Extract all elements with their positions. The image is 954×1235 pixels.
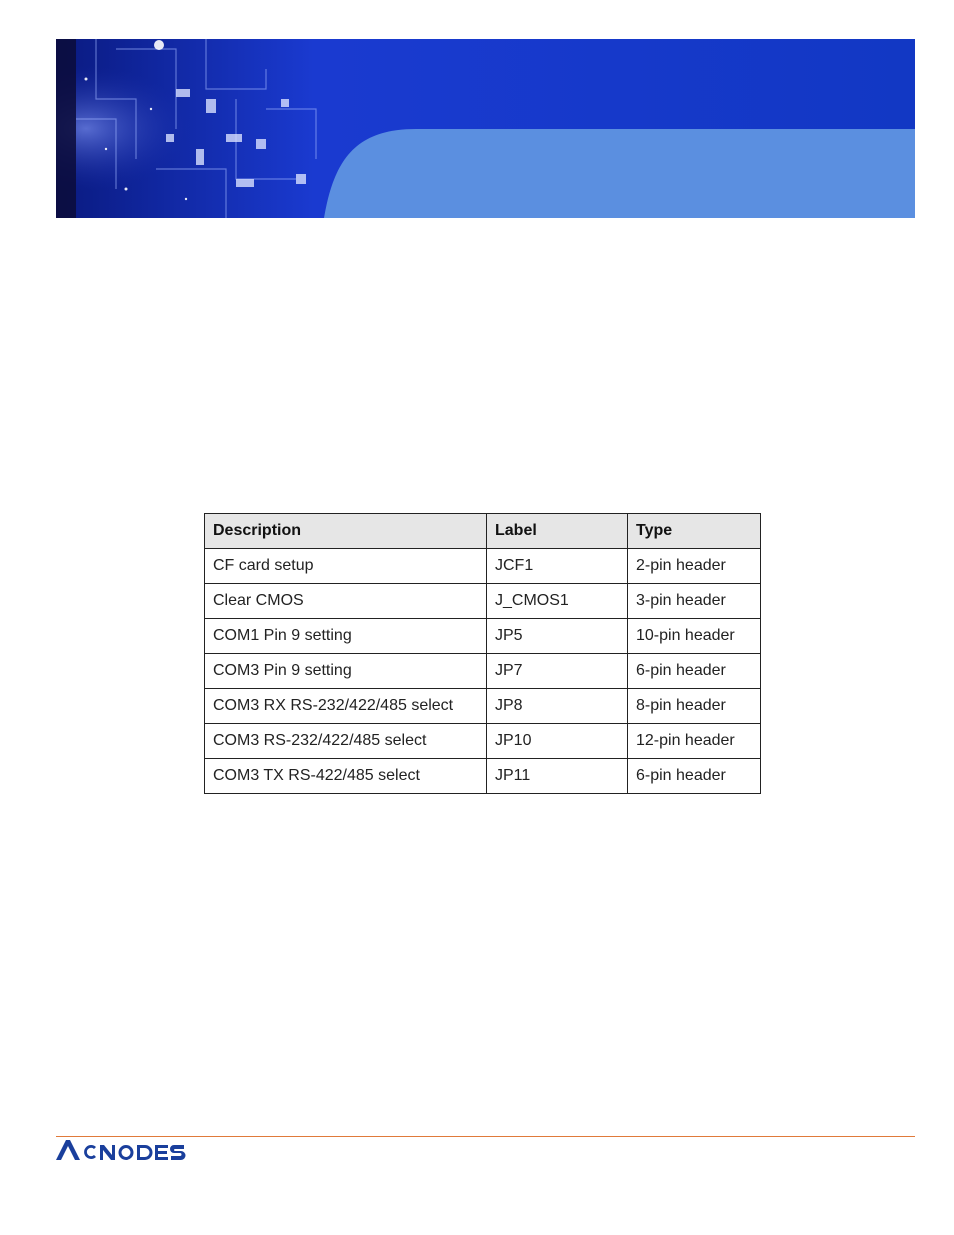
- cell-description: COM3 TX RS-422/485 select: [205, 759, 487, 794]
- header-banner: [56, 39, 915, 218]
- cell-label: JP5: [487, 619, 628, 654]
- cell-description: COM3 Pin 9 setting: [205, 654, 487, 689]
- column-header-label: Label: [487, 514, 628, 549]
- acnodes-logo-mark: [56, 1138, 212, 1164]
- table-row: [205, 724, 761, 759]
- cell-description: Clear CMOS: [205, 584, 487, 619]
- cell-type: 8-pin header: [628, 689, 761, 724]
- cell-label: JCF1: [487, 549, 628, 584]
- table-row: [205, 759, 761, 794]
- cell-description: COM3 RS-232/422/485 select: [205, 724, 487, 759]
- column-header-description: Description: [205, 514, 487, 549]
- footer-divider: [56, 1136, 915, 1137]
- table-row: [205, 654, 761, 689]
- table-row: [205, 584, 761, 619]
- table-row: [205, 619, 761, 654]
- cell-label: JP8: [487, 689, 628, 724]
- cell-label: JP10: [487, 724, 628, 759]
- cell-type: 3-pin header: [628, 584, 761, 619]
- cell-type: 2-pin header: [628, 549, 761, 584]
- circuit-board-banner-image: [56, 39, 915, 218]
- cell-description: COM1 Pin 9 setting: [205, 619, 487, 654]
- cell-label: J_CMOS1: [487, 584, 628, 619]
- acnodes-logo: [56, 1138, 212, 1164]
- cell-label: JP11: [487, 759, 628, 794]
- table-header-row: [205, 514, 761, 549]
- cell-type: 10-pin header: [628, 619, 761, 654]
- cell-description: CF card setup: [205, 549, 487, 584]
- table-row: [205, 549, 761, 584]
- cell-label: JP7: [487, 654, 628, 689]
- cell-type: 6-pin header: [628, 654, 761, 689]
- cell-type: 6-pin header: [628, 759, 761, 794]
- jumper-settings-table: [204, 513, 761, 794]
- cell-type: 12-pin header: [628, 724, 761, 759]
- column-header-type: Type: [628, 514, 761, 549]
- table-row: [205, 689, 761, 724]
- cell-description: COM3 RX RS-232/422/485 select: [205, 689, 487, 724]
